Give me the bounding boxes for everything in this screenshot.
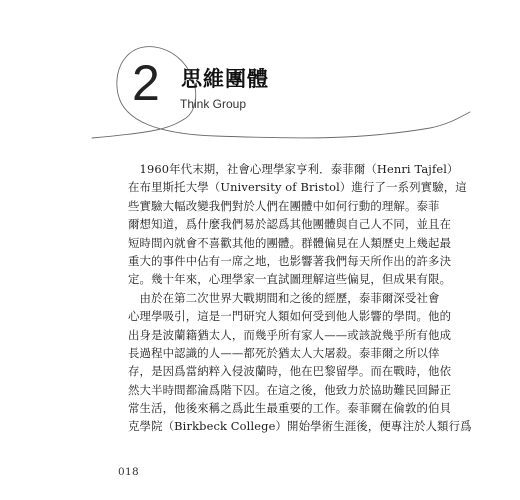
text-line: 克學院（Birkbeck College）開始學術生涯後，便專注於人類行爲 <box>128 419 472 434</box>
text-line: 短時間內就會不喜歡其他的團體。群體偏見在人類歷史上幾起最 <box>128 235 452 250</box>
chapter-number: 2 <box>132 55 160 111</box>
text-line: 1960年代末期，社會心理學家亨利．泰菲爾（Henri Tajfel） <box>128 162 459 176</box>
text-line: 爾想知道，爲什麼我們易於認爲其他團體與自己人不同，並且在 <box>128 217 452 232</box>
text-line: 長過程中認識的人——都死於猶太人大屠殺。泰菲爾之所以倖 <box>128 345 440 360</box>
text-line: 出身是波蘭籍猶太人，而幾乎所有家人——或該說幾乎所有他成 <box>128 327 452 342</box>
text-line: 些實驗大幅改變我們對於人們在團體中如何行動的理解。泰菲 <box>128 198 440 213</box>
paragraph-1 <box>128 160 467 289</box>
chapter-title: 思維團體 <box>181 67 269 91</box>
page-number: 018 <box>118 466 139 478</box>
text-line: 在布里斯托大學（University of Bristol）進行了一系列實驗，這 <box>128 180 467 195</box>
text-line: 定。幾十年來，心理學家一直試圖理解這些偏見，但成果有限。 <box>128 272 452 287</box>
body-text <box>128 160 472 436</box>
text-line: 重大的事件中佔有一席之地，也影響著我們每天所作出的許多決 <box>128 253 452 268</box>
text-line: 存，是因爲當納粹入侵波蘭時，他在巴黎留學。而在戰時，他依 <box>128 364 452 379</box>
text-line: 心理學吸引，這是一門研究人類如何受到他人影響的學問。他的 <box>128 309 452 324</box>
text-line: 由於在第二次世界大戰期間和之後的經歷，泰菲爾深受社會 <box>128 290 440 305</box>
text-line: 常生活，他後來稱之爲此生最重要的工作。泰菲爾在倫敦的伯貝 <box>128 401 452 416</box>
chapter-subtitle: Think Group <box>180 97 247 111</box>
paragraph-2 <box>128 289 472 436</box>
text-line: 然大半時間都淪爲階下囚。在這之後，他致力於協助難民回歸正 <box>128 382 452 397</box>
